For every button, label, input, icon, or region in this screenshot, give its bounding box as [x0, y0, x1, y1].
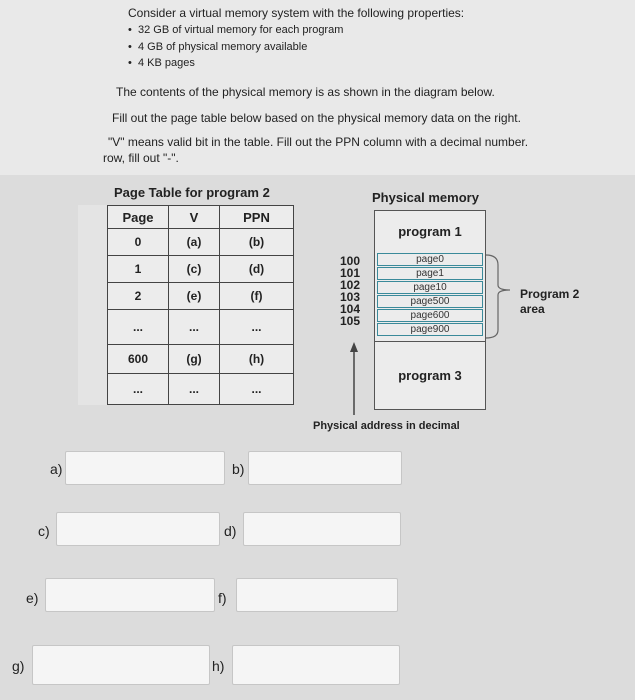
address-label: 103 [340, 290, 361, 304]
answer-g-input[interactable] [32, 645, 210, 685]
answer-e-input[interactable] [45, 578, 215, 612]
program-2-brace [486, 255, 510, 338]
intro-line-3: Fill out the page table below based on the physical memory data on the right. [112, 111, 521, 125]
page-table-title: Page Table for program 2 [114, 185, 270, 200]
header-valid: V [169, 206, 220, 229]
table-row [108, 345, 294, 374]
cell-ppn: ... [220, 374, 294, 405]
frame-cell: page0 [377, 253, 483, 266]
program-2-area-label: Program 2 area [520, 287, 580, 316]
address-label: 101 [340, 266, 361, 280]
frame-cell: page500 [377, 295, 483, 308]
frame-cell: page1 [377, 267, 483, 280]
cell-ppn: ... [220, 310, 294, 345]
bullet-2: • 4 GB of physical memory available [128, 41, 308, 53]
cell-page: 1 [108, 256, 169, 283]
answer-f-input[interactable] [236, 578, 398, 612]
address-label: 100 [340, 254, 361, 268]
answer-label-b: b) [232, 461, 245, 477]
diagram-annotations [340, 250, 520, 420]
frame-cell: page600 [377, 309, 483, 322]
cell-page: 0 [108, 229, 169, 256]
cell-page: 600 [108, 345, 169, 374]
physical-address-axis-label: Physical address in decimal [313, 420, 460, 432]
cell-page: 2 [108, 283, 169, 310]
cell-ppn: (d) [220, 256, 294, 283]
physical-memory-title: Physical memory [372, 190, 479, 205]
address-arrow-head [350, 342, 358, 352]
answer-label-d: d) [224, 523, 237, 539]
cell-valid: (g) [169, 345, 220, 374]
cell-valid: ... [169, 374, 220, 405]
answer-b-input[interactable] [248, 451, 402, 485]
answer-h-input[interactable] [232, 645, 400, 685]
cell-ppn: (f) [220, 283, 294, 310]
frame-cell: page900 [377, 323, 483, 336]
cell-page: ... [108, 374, 169, 405]
table-row [108, 310, 294, 345]
cell-ppn: (b) [220, 229, 294, 256]
cell-valid: ... [169, 310, 220, 345]
answer-label-g: g) [12, 658, 25, 674]
header-ppn: PPN [220, 206, 294, 229]
answer-label-c: c) [38, 523, 50, 539]
cell-valid: (e) [169, 283, 220, 310]
answer-c-input[interactable] [56, 512, 220, 546]
table-row [108, 374, 294, 405]
page-table-header-row [108, 206, 294, 229]
question-text-area [0, 0, 635, 175]
answer-a-input[interactable] [65, 451, 225, 485]
address-label: 105 [340, 314, 361, 328]
intro-line-2: The contents of the physical memory is as shown in the diagram below. [116, 85, 495, 99]
bullet-3: • 4 KB pages [128, 57, 195, 69]
cell-page: ... [108, 310, 169, 345]
table-row [108, 229, 294, 256]
bullet-1: • 32 GB of virtual memory for each program [128, 24, 344, 36]
intro-line-1: Consider a virtual memory system with the following properties: [128, 6, 465, 20]
cell-ppn: (h) [220, 345, 294, 374]
header-page: Page [108, 206, 169, 229]
cell-valid: (a) [169, 229, 220, 256]
intro-line-5: row, fill out "-". [103, 151, 179, 165]
address-label: 104 [340, 302, 361, 316]
answer-d-input[interactable] [243, 512, 401, 546]
cell-valid: (c) [169, 256, 220, 283]
program-1-block: program 1 [398, 223, 462, 239]
page-table [107, 205, 294, 405]
answer-label-h: h) [212, 658, 225, 674]
table-row [108, 256, 294, 283]
frame-cell: page10 [377, 281, 483, 294]
table-row [108, 283, 294, 310]
program-3-block: program 3 [375, 341, 485, 408]
intro-line-4: "V" means valid bit in the table. Fill out the PPN column with a decimal number. [108, 135, 529, 149]
answer-label-e: e) [26, 590, 39, 606]
answer-label-a: a) [50, 461, 63, 477]
address-label: 102 [340, 278, 361, 292]
answer-label-f: f) [218, 590, 227, 606]
